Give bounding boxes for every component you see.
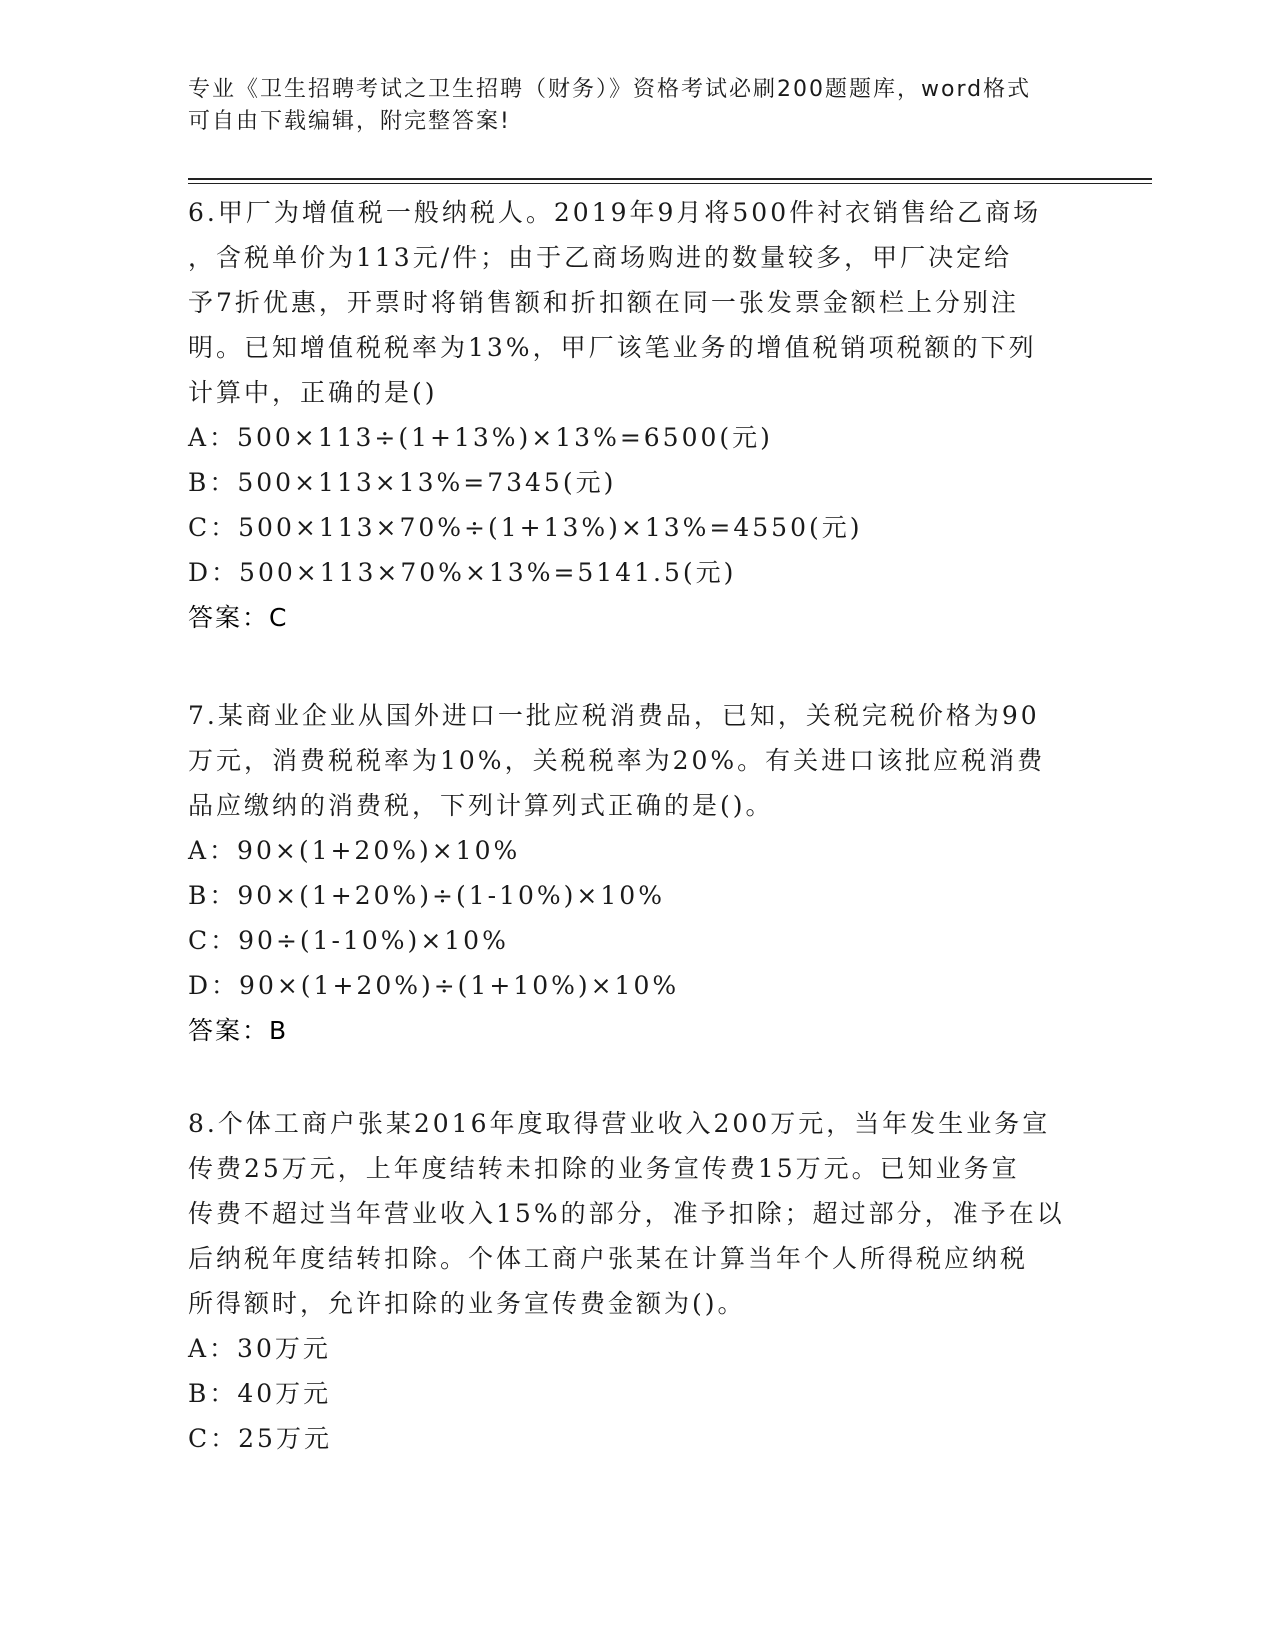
option-c: C：90÷(1-10%)×10% [188, 926, 509, 955]
question-stem-line: ，含税单价为113元/件；由于乙商场购进的数量较多，甲厂决定给 [188, 243, 1013, 272]
question-stem-line: 计算中，正确的是() [188, 378, 438, 407]
question-stem-line: 后纳税年度结转扣除。个体工商户张某在计算当年个人所得税应纳税 [188, 1244, 1029, 1273]
question-stem-line: 传费25万元，上年度结转未扣除的业务宣传费15万元。已知业务宣 [188, 1154, 1020, 1183]
question-stem-line: 品应缴纳的消费税，下列计算列式正确的是()。 [188, 791, 774, 820]
option-a: A：90×(1+20%)×10% [188, 836, 521, 865]
question-stem-line: 万元，消费税税率为10%，关税税率为20%。有关进口该批应税消费 [188, 746, 1046, 775]
option-c: C：25万元 [188, 1424, 332, 1453]
question-6 [188, 190, 1088, 640]
header-divider [188, 178, 1152, 180]
question-7 [188, 693, 1088, 1053]
question-stem-line: 6.甲厂为增值税一般纳税人。2019年9月将500件衬衣销售给乙商场 [188, 198, 1042, 227]
option-b: B：90×(1+20%)÷(1-10%)×10% [188, 881, 665, 910]
option-a: A：500×113÷(1+13%)×13%=6500(元) [188, 423, 773, 452]
question-stem-line: 传费不超过当年营业收入15%的部分，准予扣除；超过部分，准予在以 [188, 1199, 1065, 1228]
question-stem-line: 7.某商业企业从国外进口一批应税消费品，已知，关税完税价格为90 [188, 701, 1040, 730]
option-a: A：30万元 [188, 1334, 331, 1363]
question-stem-line: 所得额时，允许扣除的业务宣传费金额为()。 [188, 1289, 746, 1318]
answer-label: 答案：B [188, 1016, 289, 1045]
option-c: C：500×113×70%÷(1+13%)×13%=4550(元) [188, 513, 863, 542]
document-header [188, 74, 1068, 138]
header-divider-thin [188, 183, 1152, 184]
option-b: B：40万元 [188, 1379, 332, 1408]
option-d: D：90×(1+20%)÷(1+10%)×10% [188, 971, 680, 1000]
question-8 [188, 1101, 1088, 1461]
header-line-1: 专业《卫生招聘考试之卫生招聘（财务）》资格考试必刷200题题库，word格式 [188, 77, 1032, 102]
answer-label: 答案：C [188, 603, 289, 632]
question-stem-line: 8.个体工商户张某2016年度取得营业收入200万元，当年发生业务宣 [188, 1109, 1051, 1138]
header-line-2: 可自由下载编辑，附完整答案! [188, 109, 511, 134]
question-stem-line: 明。已知增值税税率为13%，甲厂该笔业务的增值税销项税额的下列 [188, 333, 1037, 362]
question-stem-line: 予7折优惠，开票时将销售额和折扣额在同一张发票金额栏上分别注 [188, 288, 1019, 317]
option-b: B：500×113×13%=7345(元) [188, 468, 617, 497]
option-d: D：500×113×70%×13%=5141.5(元) [188, 558, 737, 587]
